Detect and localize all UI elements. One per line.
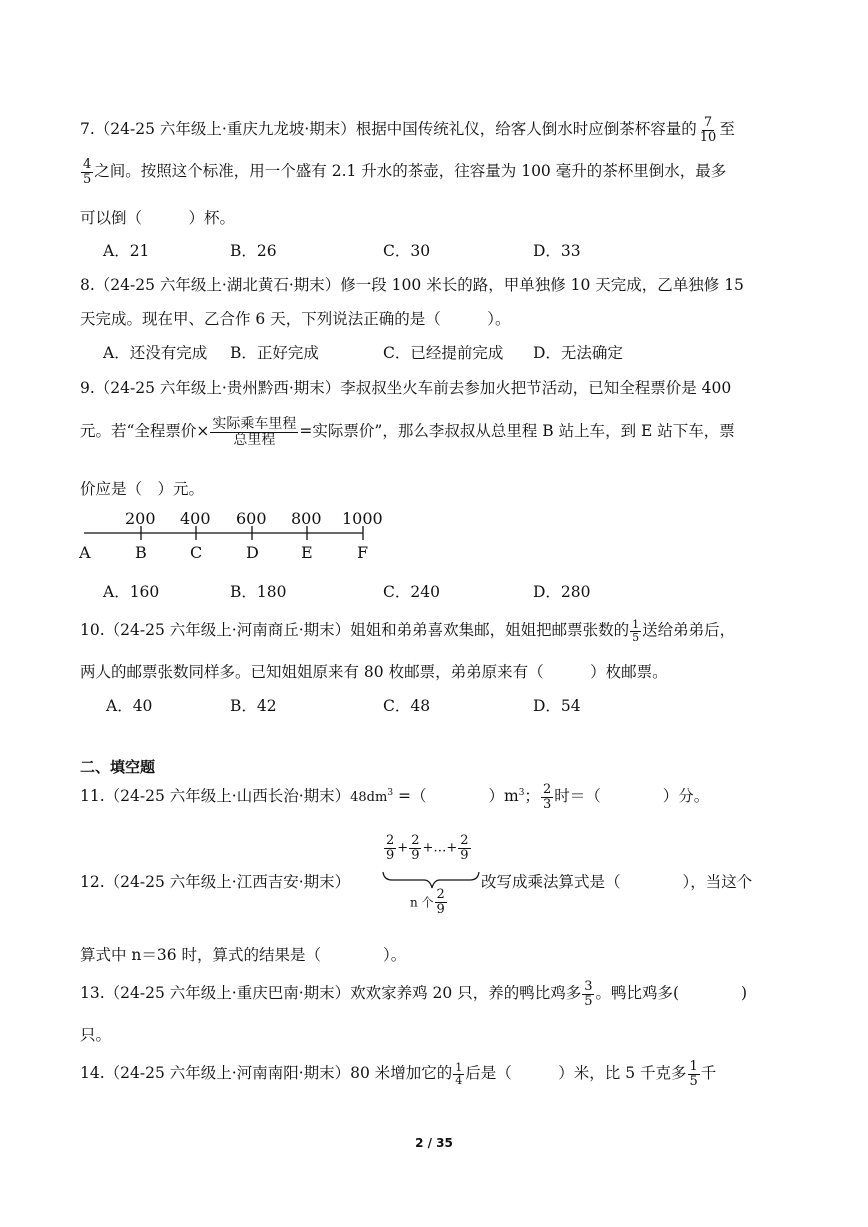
section-heading-fill-in: 二、填空题 [80, 758, 156, 776]
station-label-e: E [301, 543, 313, 562]
q10-line2: 两人的邮票张数同样多。已知姐姐原来有 80 枚邮票，弟弟原来有（ ）枚邮票。 [80, 663, 668, 681]
page-number: 2 / 35 [415, 1136, 453, 1150]
q11-line: 11.（24-25 六年级上·山西长治·期末）$48dm^3$ =（ ）$m^3$； $\frac{2}{3}$ 时＝（ ）分。 [80, 782, 710, 812]
station-label-d: D [246, 543, 259, 562]
q9-line3: 价应是（ ）元。 [80, 480, 205, 498]
underbrace-curve [383, 872, 479, 888]
tick-label-1000: 1000 [342, 509, 383, 528]
q13-line1: 13.（24-25 六年级上·重庆巴南·期末）欢欢家养鸡 20 只，养的鸭比鸡多 $\frac{3}{5}$ 。鸭比鸡多( ) [80, 979, 748, 1009]
fraction-1-5: $\frac{1}{5}$ [689, 1059, 698, 1089]
station-label-a: A [79, 543, 91, 562]
q8-option-b[interactable]: B．正好完成 [230, 344, 319, 362]
q7-line3: 可以倒（ ）杯。 [80, 209, 236, 227]
q9-option-c[interactable]: C．240 [383, 583, 440, 601]
q12-line1-right: 改写成乘法算式是（ ），当这个 [481, 873, 753, 891]
q7-line1: 7.（24-25 六年级上·重庆九龙坡·期末）根据中国传统礼仪，给客人倒水时应倒茶杯容量的 $\frac{7}{10}$ 至 [80, 115, 735, 145]
tick-label-200: 200 [125, 509, 156, 528]
repeated-addition-expression: $\frac{2}{9}$ + $\frac{2}{9}$ +…+ $\frac{2}{9}$ [386, 833, 469, 863]
q7-option-a[interactable]: A．21 [103, 242, 150, 260]
fraction-2-3: $\frac{2}{3}$ [542, 782, 552, 812]
q12-line2: 算式中 n＝36 时，算式的结果是（ ）。 [80, 946, 407, 964]
q7-line2: $\frac{4}{5}$ 之间。按照这个标准，用一个盛有 2.1 升水的茶壶，往容量为 100 毫升的茶杯里倒水，最多 [83, 157, 727, 187]
q10-option-d[interactable]: D．54 [533, 697, 581, 715]
q13-line2: 只。 [80, 1026, 112, 1044]
q8-option-a[interactable]: A．还没有完成 [103, 344, 208, 362]
q7-option-c[interactable]: C．30 [383, 242, 431, 260]
fraction-2-9: $\frac{2}{9}$ [386, 833, 395, 863]
q7-option-b[interactable]: B．26 [230, 242, 277, 260]
n-count-label: n 个 $\frac{2}{9}$ [410, 887, 445, 917]
fraction-7-10: $\frac{7}{10}$ [699, 115, 717, 145]
q8-line1: 8.（24-25 六年级上·湖北黄石·期末）修一段 100 米长的路，甲单独修 10 天完成，乙单独修 15 [80, 276, 744, 294]
q10-option-a[interactable]: A．40 [106, 697, 153, 715]
fraction-4-5: $\frac{4}{5}$ [83, 157, 92, 187]
tick-label-600: 600 [236, 509, 267, 528]
fraction-1-5: $\frac{1}{5}$ [632, 617, 640, 644]
q9-line2: 元。若“全程票价× $\frac{\text{实际乘车里程}}{\text{总里程}}$ =实际票价”，那么李叔叔从总里程 B 站上车，到 E 站下车，票 [80, 416, 735, 448]
fraction-2-9: $\frac{2}{9}$ [411, 833, 420, 863]
q8-line2: 天完成。现在甲、乙合作 6 天，下列说法正确的是（ ）。 [80, 310, 511, 328]
q8-option-d[interactable]: D．无法确定 [533, 344, 623, 362]
q9-line1: 9.（24-25 六年级上·贵州黔西·期末）李叔叔坐火车前去参加火把节活动，已知全程票价是 400 [80, 379, 732, 397]
q14-line1: 14.（24-25 六年级上·河南南阳·期末）80 米增加它的 $\frac{1}{4}$ 后是（ ）米，比 5 千克多 $\frac{1}{5}$ 千 [80, 1059, 717, 1089]
fraction-1-4: $\frac{1}{4}$ [455, 1061, 463, 1087]
q9-option-a[interactable]: A．160 [103, 583, 160, 601]
q10-option-c[interactable]: C．48 [383, 697, 431, 715]
q9-option-b[interactable]: B．180 [230, 583, 287, 601]
fraction-3-5: $\frac{3}{5}$ [584, 979, 593, 1009]
station-label-b: B [135, 543, 147, 562]
tick-label-400: 400 [180, 509, 211, 528]
q8-option-c[interactable]: C．已经提前完成 [383, 344, 504, 362]
fraction-distance-ratio: $\frac{\text{实际乘车里程}}{\text{总里程}}$ [212, 416, 297, 448]
q12-line1-left: 12.（24-25 六年级上·江西吉安·期末） [80, 873, 351, 891]
fraction-2-9: $\frac{2}{9}$ [436, 887, 445, 917]
q7-option-d[interactable]: D．33 [533, 242, 581, 260]
tick-label-800: 800 [291, 509, 322, 528]
station-label-c: C [190, 543, 203, 562]
fraction-2-9: $\frac{2}{9}$ [460, 833, 469, 863]
q10-option-b[interactable]: B．42 [230, 697, 277, 715]
q10-line1: 10.（24-25 六年级上·河南商丘·期末）姐姐和弟弟喜欢集邮，姐姐把邮票张数的 $\frac{1}{5}$ 送给弟弟后， [80, 617, 736, 644]
q9-option-d[interactable]: D．280 [533, 583, 591, 601]
station-label-f: F [357, 543, 369, 562]
